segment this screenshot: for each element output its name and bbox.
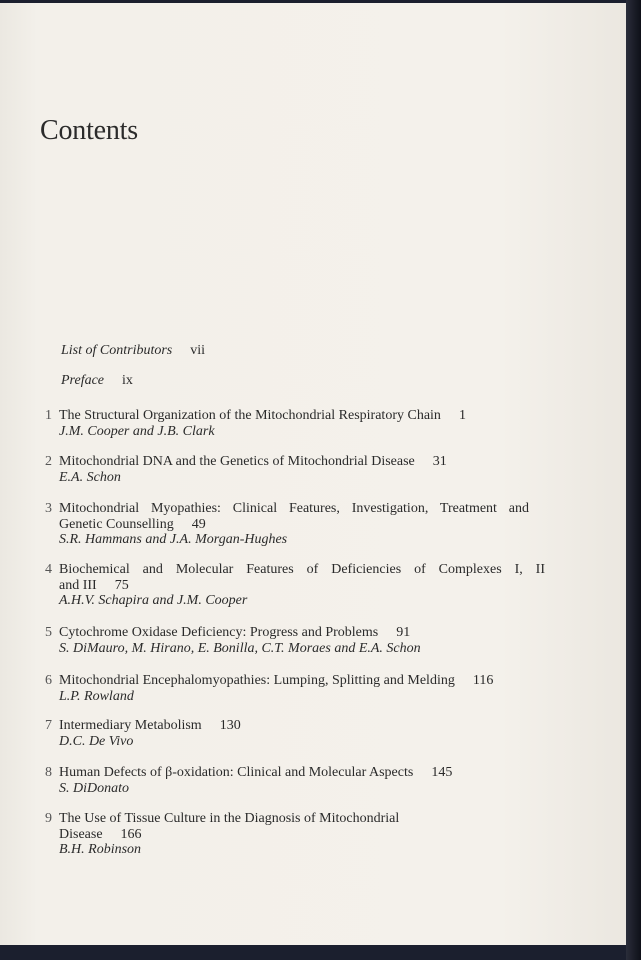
chapter-page: 1 [458,408,466,423]
chapter-title: The Structural Organization of the Mitochondrial Respiratory Chain [59,408,441,423]
chapter-number: 1 [45,408,52,423]
chapter-authors: L.P. Rowland [59,688,134,704]
entry-page: vii [190,343,206,358]
chapter-number: 8 [45,765,52,780]
chapter-number: 5 [45,625,52,640]
chapter-title: Mitochondrial Encephalomyopathies: Lumping, Splitting and Melding [59,673,455,688]
chapter-page: 166 [120,826,142,842]
entry-label: List of Contributors [61,343,173,358]
chapter-number: 9 [45,811,52,826]
chapter-authors: J.M. Cooper and J.B. Clark [59,423,215,439]
toc-entry-contributors [61,343,205,359]
chapter-title: Biochemical and Molecular Features of Deficiencies of Complexes I, II [59,562,545,577]
chapter-authors: A.H.V. Schapira and J.M. Cooper [59,593,248,608]
chapter-title-line [59,562,545,578]
book-cover-edge [626,0,641,960]
toc-entry-chapter [45,765,453,796]
toc-entry-chapter [45,718,241,749]
chapter-authors: S. DiDonato [59,780,129,796]
page-title: Contents [40,115,138,146]
chapter-page: 145 [431,765,453,780]
toc-entry-preface [61,373,133,389]
chapter-authors: S.R. Hammans and J.A. Morgan-Hughes [59,532,288,547]
toc-entry-chapter [45,408,466,439]
chapter-number: 3 [45,501,52,516]
chapter-title-line [59,811,399,827]
chapter-title-line [59,718,241,734]
chapter-page: 116 [472,673,494,688]
chapter-title-line [59,625,421,641]
toc-entry-chapter [45,811,400,858]
toc-entry-chapter [45,625,421,656]
chapter-title-line [59,501,529,517]
chapter-number: 7 [45,718,52,733]
chapter-title: Genetic Counselling [59,516,174,532]
chapter-title-line [59,454,447,470]
chapter-authors: E.A. Schon [59,469,121,485]
chapter-title-line [59,827,399,843]
toc-entry-chapter [45,501,529,548]
chapter-title: Human Defects of β-oxidation: Clinical and Molecular Aspects [59,765,414,780]
chapter-authors: B.H. Robinson [59,842,142,857]
chapter-title-line [59,765,452,781]
chapter-title: Intermediary Metabolism [59,718,202,733]
chapter-page: 130 [219,718,241,733]
entry-page: ix [122,373,133,388]
chapter-title: Mitochondrial DNA and the Genetics of Mitochondrial Disease [59,454,415,469]
chapter-title: Disease [59,826,103,842]
toc-entry-chapter [45,454,447,485]
chapter-title-line [59,578,545,594]
chapter-authors: D.C. De Vivo [59,733,134,749]
toc-entry-chapter [45,562,545,609]
chapter-title: Cytochrome Oxidase Deficiency: Progress and Problems [59,625,379,640]
chapter-title: The Use of Tissue Culture in the Diagnosis of Mitochondrial [59,811,400,826]
chapter-page: 75 [114,577,129,593]
chapter-authors: S. DiMauro, M. Hirano, E. Bonilla, C.T. Moraes and E.A. Schon [59,640,421,656]
chapter-page: 31 [432,454,447,469]
chapter-number: 2 [45,454,52,469]
chapter-title-line [59,517,529,533]
chapter-number: 4 [45,562,52,577]
chapter-page: 49 [191,516,206,532]
chapter-title-line [59,673,493,689]
chapter-number: 6 [45,673,52,688]
chapter-page: 91 [396,625,411,640]
chapter-title: and III [59,577,97,593]
entry-label: Preface [61,373,105,388]
toc-entry-chapter [45,673,494,704]
chapter-title: Mitochondrial Myopathies: Clinical Features, Investigation, Treatment and [59,501,529,516]
chapter-title-line [59,408,466,424]
